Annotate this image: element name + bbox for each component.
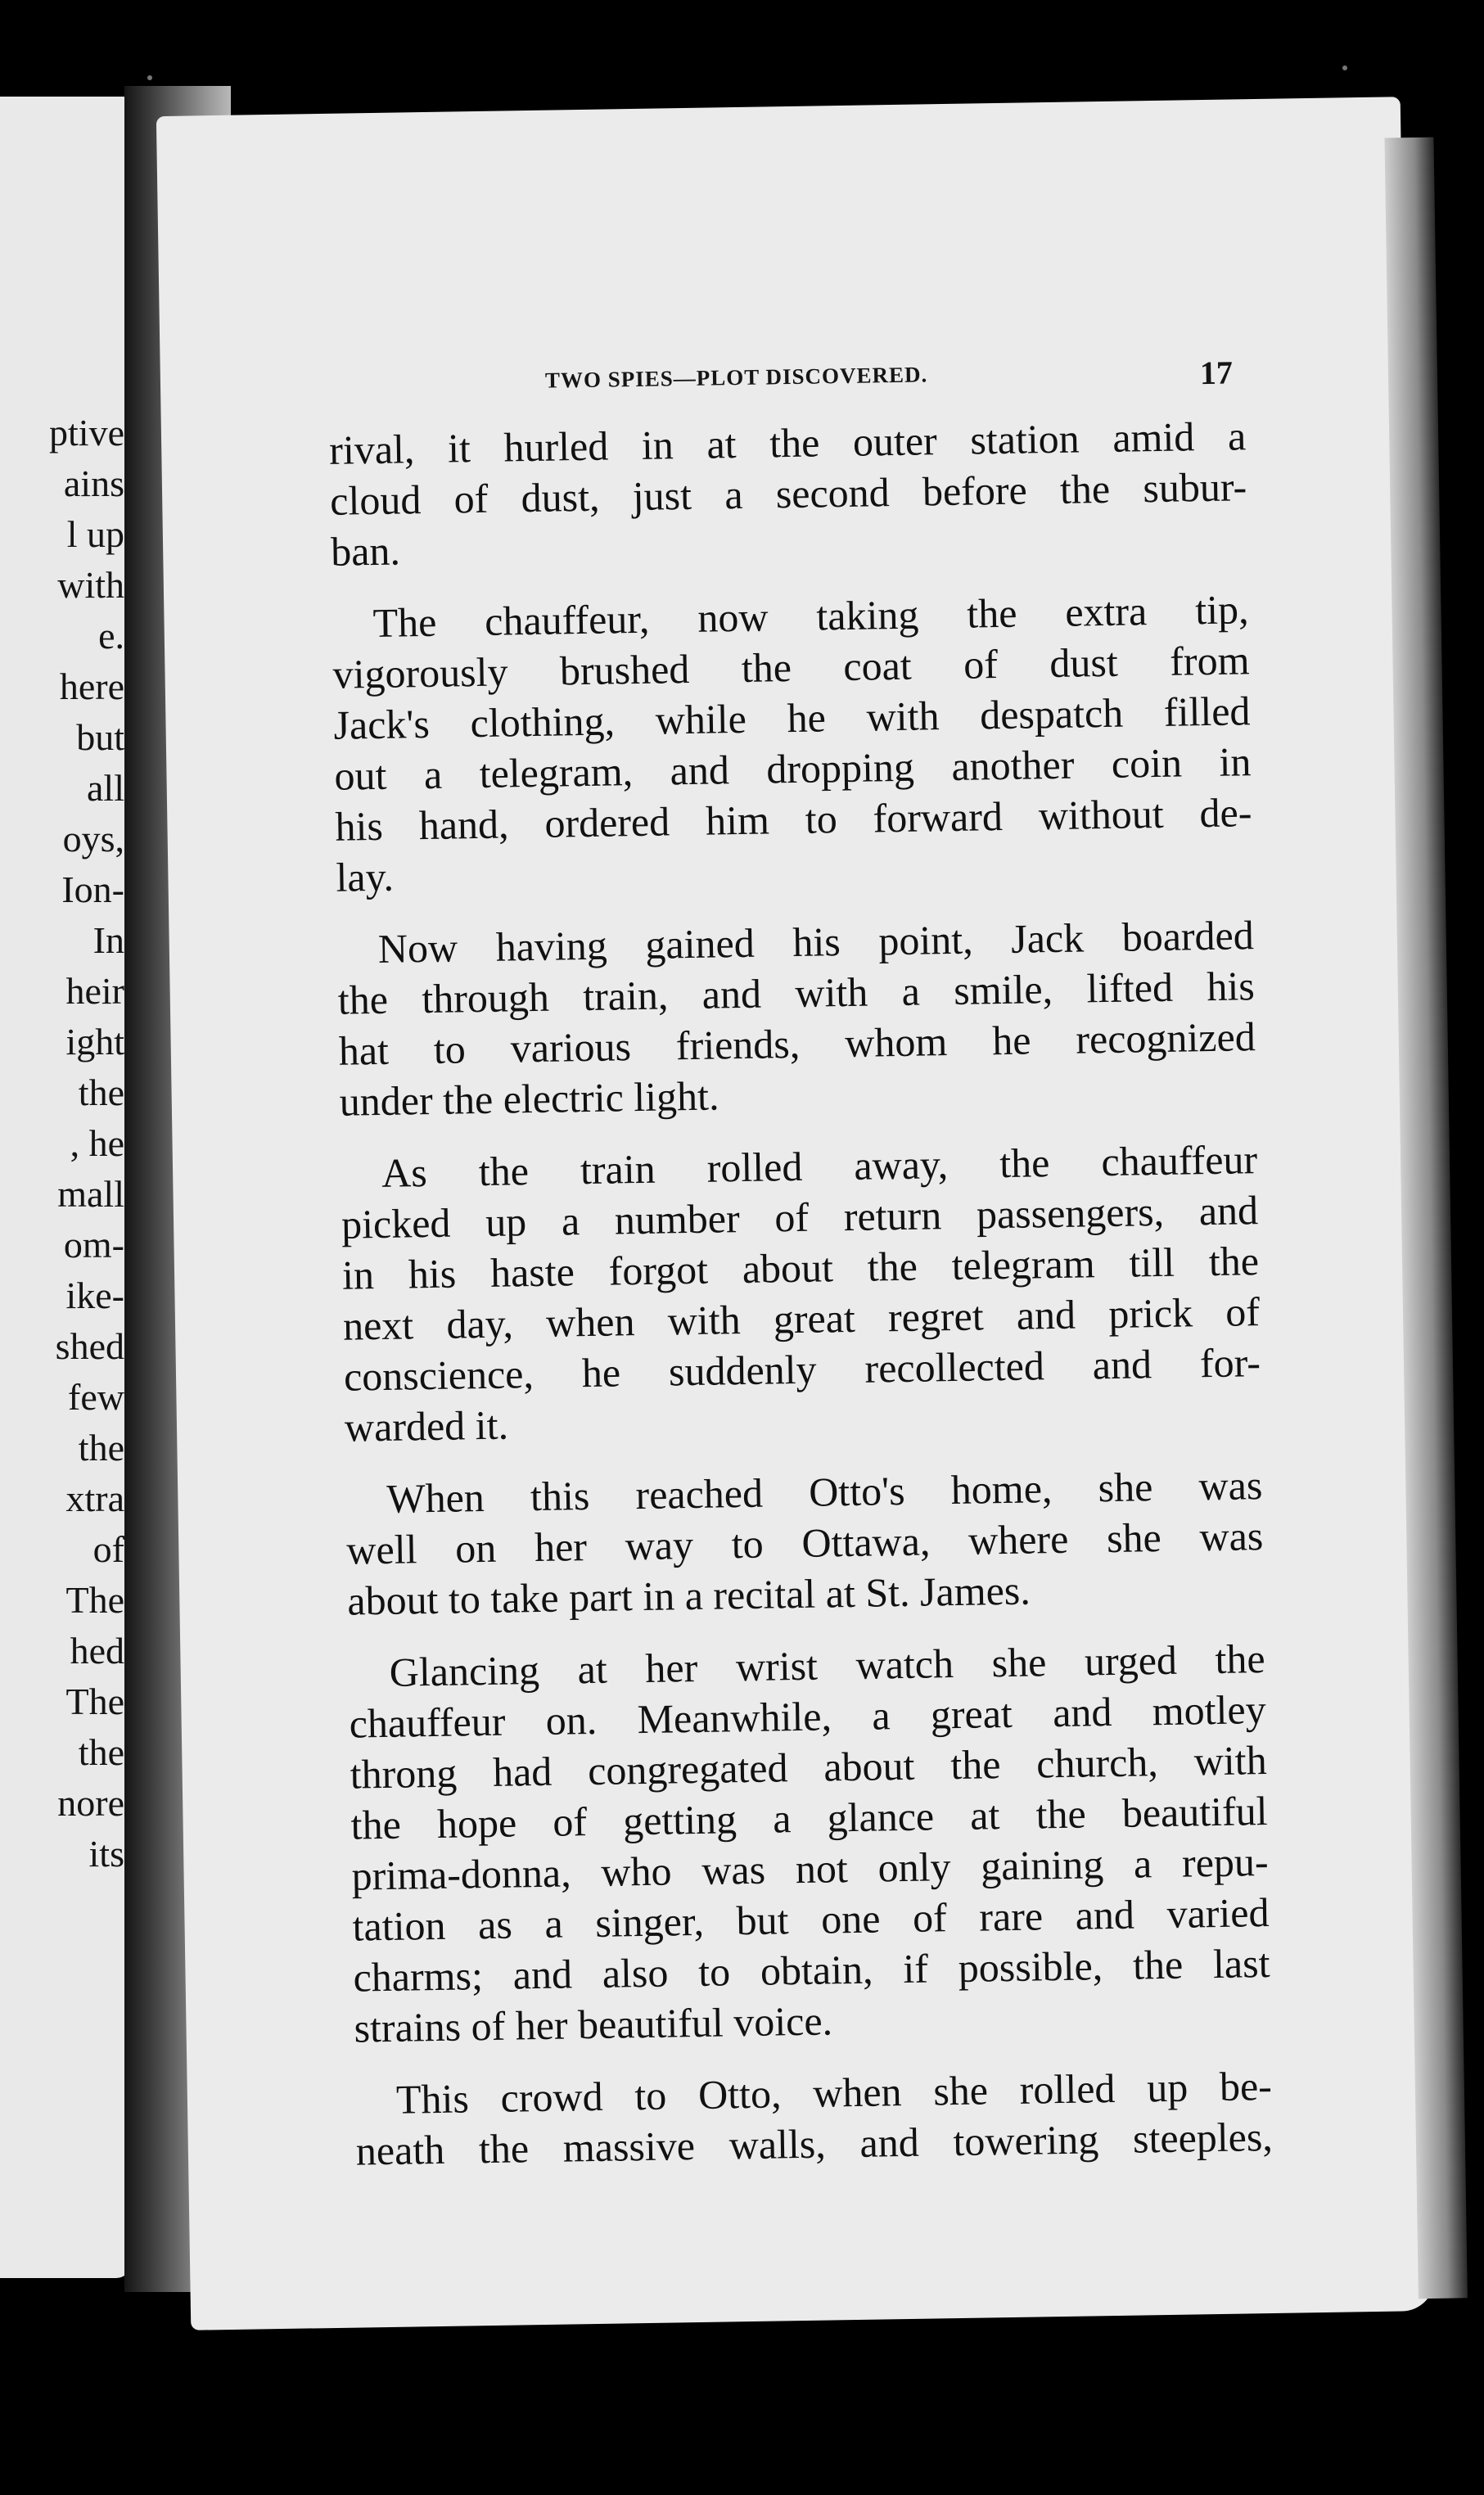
text-line: out a telegram, and dropping another coin in: [334, 738, 1252, 799]
text-line: the through train, and with a smile, lifted his: [337, 963, 1256, 1023]
paragraph: [341, 1134, 1262, 1453]
page-body-text: [329, 410, 1274, 2197]
text-line: The chauffeur, now taking the extra tip,: [372, 586, 1249, 647]
previous-page-fragment: [0, 97, 131, 2278]
previous-page-line-fragment: the: [78, 1731, 124, 1773]
text-line: charms; and also to obtain, if possible, the last: [353, 1940, 1270, 2001]
previous-page-line-fragment: The: [65, 1681, 124, 1722]
paragraph: [329, 410, 1248, 577]
previous-page-line-fragment: of: [92, 1528, 124, 1570]
previous-page-line-fragment: Ion-: [61, 869, 124, 910]
book-page: [156, 97, 1435, 2330]
previous-page-line-fragment: ike-: [65, 1275, 124, 1316]
page-edge: [1384, 138, 1467, 2299]
previous-page-line-fragment: hed: [70, 1630, 124, 1672]
paragraph: [345, 1460, 1265, 1626]
paragraph: [348, 1633, 1271, 2054]
text-line: about to take part in a recital at St. James.: [346, 1567, 1031, 1624]
text-line: vigorously brushed the coat of dust from: [332, 637, 1250, 697]
previous-page-line-fragment: ptive: [49, 412, 124, 453]
previous-page-line-fragment: l up: [66, 513, 124, 555]
text-line: neath the massive walls, and towering steeples,: [355, 2113, 1274, 2174]
paragraph: [336, 909, 1256, 1127]
previous-page-line-fragment: here: [59, 665, 124, 707]
text-line: prima-donna, who was not only gaining a repu-: [351, 1839, 1269, 1899]
previous-page-line-fragment: heir: [65, 970, 124, 1012]
page-number: 17: [1199, 354, 1234, 392]
previous-page-line-fragment: its: [88, 1833, 124, 1875]
text-line: tation as a singer, but one of rare and varied: [352, 1889, 1270, 1950]
text-line: Now having gained his point, Jack boarded: [377, 912, 1255, 972]
previous-page-line-fragment: ight: [65, 1021, 124, 1063]
text-line: well on her way to Ottawa, where she was: [345, 1513, 1264, 1573]
previous-page-line-fragment: , he: [70, 1122, 124, 1164]
text-line: Jack's clothing, while he with despatch filled: [333, 688, 1251, 748]
text-line: chauffeur on. Meanwhile, a great and motley: [349, 1686, 1267, 1747]
previous-page-line-fragment: xtra: [65, 1478, 124, 1519]
previous-page-line-fragment: The: [65, 1579, 124, 1621]
previous-page-line-fragment: all: [87, 767, 124, 809]
text-line: As the train rolled away, the chauffeur: [381, 1136, 1258, 1196]
text-line: his hand, ordered him to forward without de-: [335, 789, 1252, 850]
text-line: When this reached Otto's home, she was: [386, 1462, 1263, 1522]
paragraph: [332, 584, 1253, 903]
previous-page-line-fragment: with: [57, 564, 124, 606]
text-line: next day, when with great regret and prick of: [342, 1288, 1261, 1349]
previous-page-line-fragment: In: [92, 919, 124, 961]
previous-page-line-fragment: ains: [63, 462, 124, 504]
previous-page-line-fragment: mall: [57, 1173, 124, 1215]
scan-speck: [1342, 65, 1347, 70]
text-line: conscience, he suddenly recollected and for-: [343, 1339, 1261, 1400]
text-line: in his haste forgot about the telegram till the: [341, 1238, 1260, 1298]
previous-page-line-fragment: shed: [55, 1325, 124, 1367]
text-line: cloud of dust, just a second before the subur-: [329, 463, 1247, 524]
previous-page-text-column: [49, 408, 124, 1879]
running-head: TWO SPIES—PLOT DISCOVERED.: [544, 362, 928, 393]
text-line: This crowd to Otto, when she rolled up be-: [395, 2062, 1273, 2123]
text-line: warded it.: [344, 1401, 509, 1451]
previous-page-line-fragment: oys,: [62, 818, 124, 859]
previous-page-line-fragment: the: [78, 1072, 124, 1113]
text-line: throng had congregated about the church, with: [350, 1737, 1267, 1798]
previous-page-line-fragment: nore: [57, 1782, 124, 1824]
text-line: strains of her beautiful voice.: [354, 1997, 833, 2051]
previous-page-line-fragment: e.: [98, 615, 124, 656]
text-line: rival, it hurled in at the outer station amid a: [328, 413, 1247, 473]
text-line: picked up a number of return passengers, and: [341, 1187, 1259, 1248]
previous-page-line-fragment: the: [78, 1427, 124, 1469]
previous-page-line-fragment: but: [76, 716, 124, 758]
text-line: lay.: [336, 853, 395, 900]
text-line: Glancing at her wrist watch she urged the: [389, 1636, 1266, 1695]
text-line: hat to various friends, whom he recognized: [338, 1013, 1256, 1074]
previous-page-line-fragment: few: [68, 1376, 124, 1418]
text-line: under the electric light.: [339, 1072, 719, 1125]
scan-speck: [147, 75, 152, 80]
text-line: the hope of getting a glance at the beautiful: [350, 1788, 1268, 1848]
paragraph: [354, 2060, 1273, 2177]
previous-page-line-fragment: om-: [63, 1224, 124, 1266]
text-line: ban.: [330, 527, 401, 575]
